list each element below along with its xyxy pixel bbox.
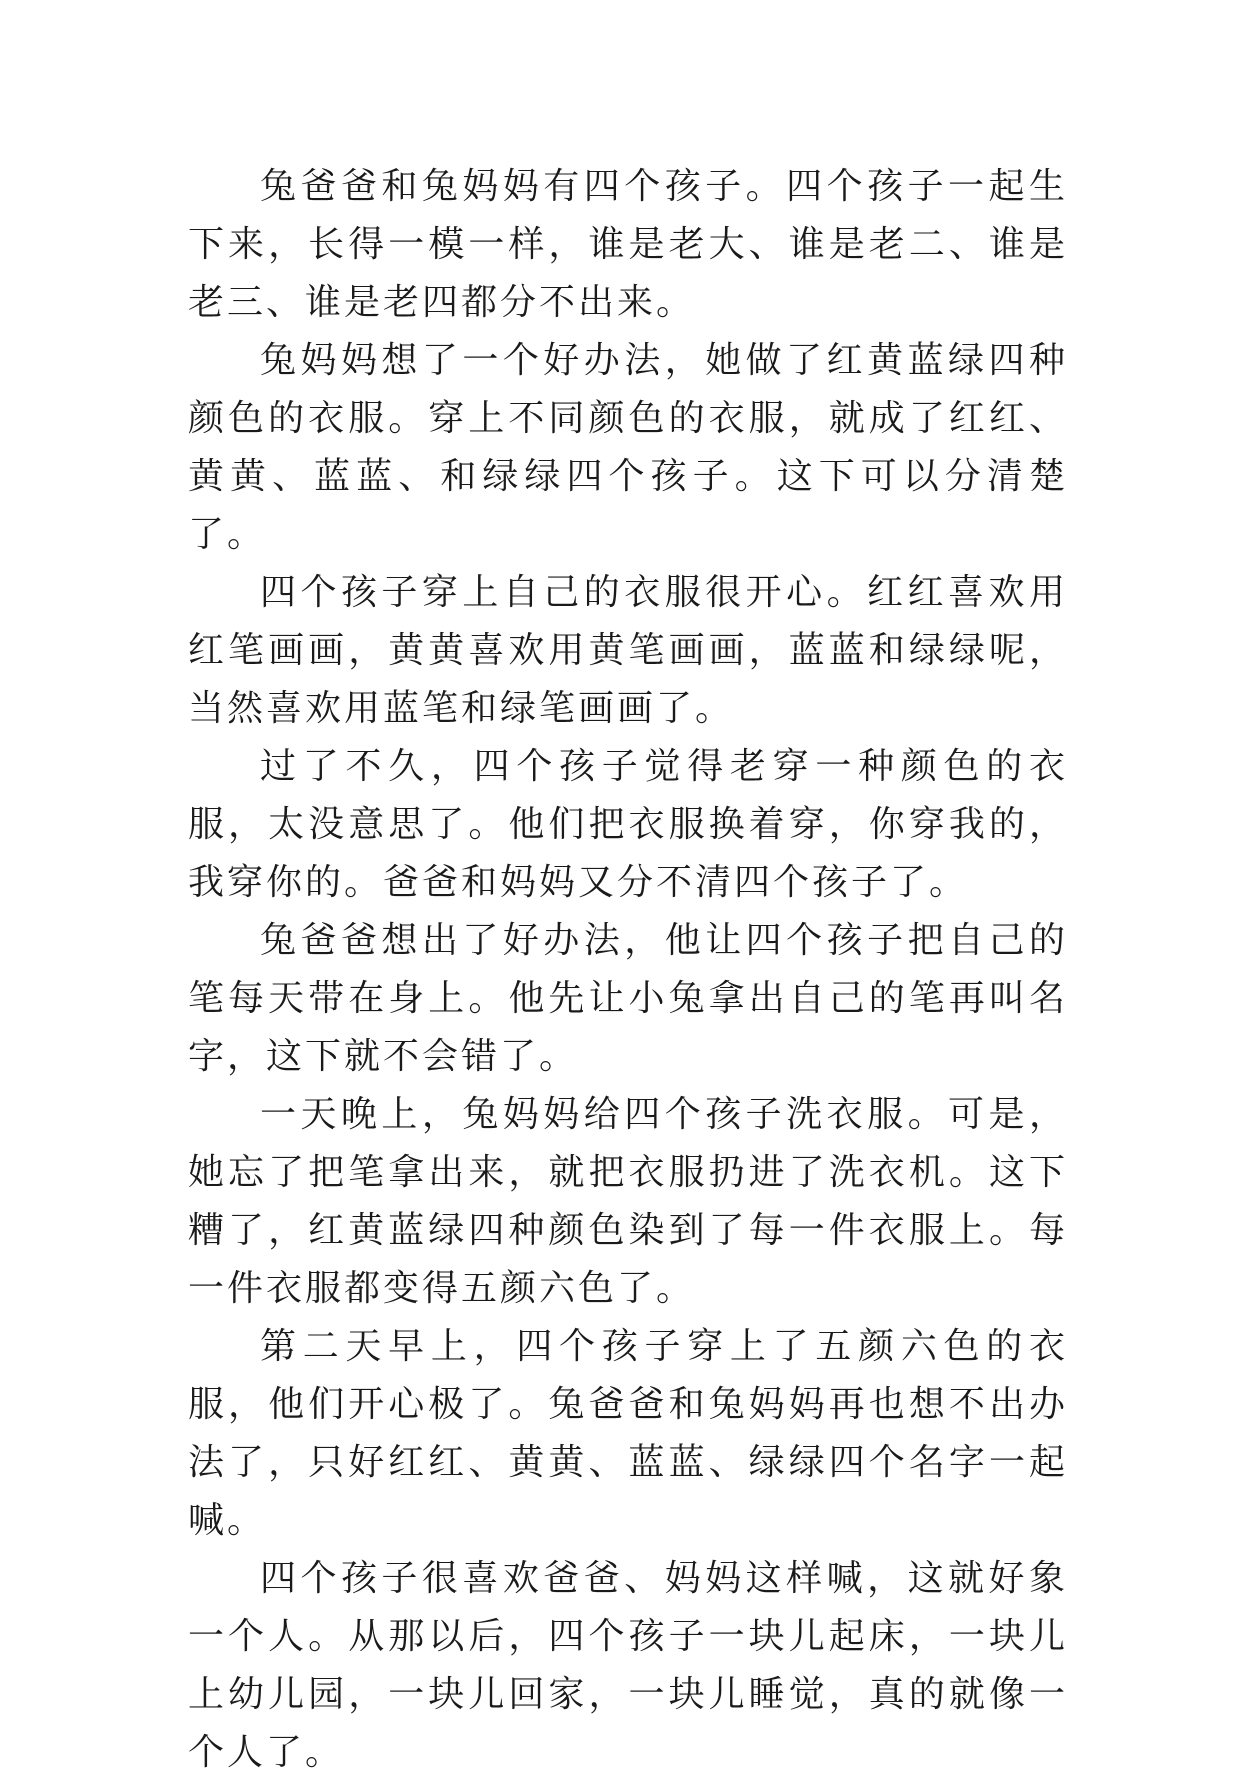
story-paragraph-8: 四个孩子很喜欢爸爸、妈妈这样喊，这就好象一个人。从那以后，四个孩子一块儿起床，一块儿上幼儿园，一块儿回家，一块儿睡觉，真的就像一个人了。: [188, 1558, 1068, 1773]
story-body: [188, 158, 1068, 1782]
story-paragraph-1: 兔爸爸和兔妈妈有四个孩子。四个孩子一起生下来，长得一模一样，谁是老大、谁是老二、谁是老三、谁是老四都分不出来。: [188, 166, 1068, 323]
story-paragraph-7: 第二天早上，四个孩子穿上了五颜六色的衣服，他们开心极了。兔爸爸和兔妈妈再也想不出办法了，只好红红、黄黄、蓝蓝、绿绿四个名字一起喊。: [188, 1326, 1068, 1541]
story-paragraph-3: 四个孩子穿上自己的衣服很开心。红红喜欢用红笔画画，黄黄喜欢用黄笔画画，蓝蓝和绿绿呢，当然喜欢用蓝笔和绿笔画画了。: [188, 572, 1068, 729]
story-paragraph-5: 兔爸爸想出了好办法，他让四个孩子把自己的笔每天带在身上。他先让小兔拿出自己的笔再叫名字，这下就不会错了。: [188, 920, 1068, 1077]
story-paragraph-2: 兔妈妈想了一个好办法，她做了红黄蓝绿四种颜色的衣服。穿上不同颜色的衣服，就成了红红、黄黄、蓝蓝、和绿绿四个孩子。这下可以分清楚了。: [188, 340, 1068, 555]
story-paragraph-6: 一天晚上，兔妈妈给四个孩子洗衣服。可是，她忘了把笔拿出来，就把衣服扔进了洗衣机。这下糟了，红黄蓝绿四种颜色染到了每一件衣服上。每一件衣服都变得五颜六色了。: [188, 1094, 1068, 1309]
story-paragraph-4: 过了不久，四个孩子觉得老穿一种颜色的衣服，太没意思了。他们把衣服换着穿，你穿我的，我穿你的。爸爸和妈妈又分不清四个孩子了。: [188, 746, 1068, 903]
